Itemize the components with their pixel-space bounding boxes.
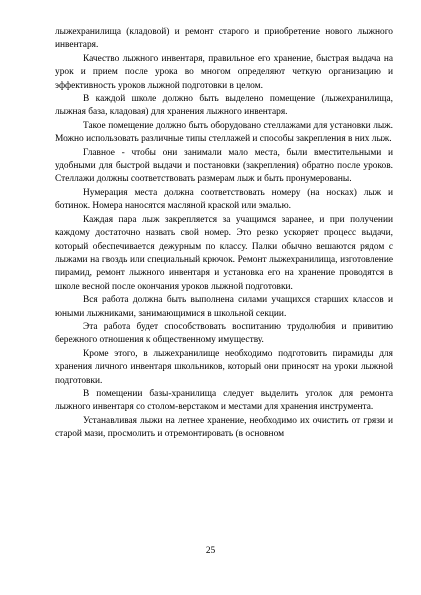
paragraph: Качество лыжного инвентаря, правильное его хранение, быстрая выдача на урок и прием после урока во многом определяют четкую организацию и эффективность уроков лыжной подготовки в целом. [55, 53, 393, 91]
paragraph: В каждой школе должно быть выделено помещение (лыжехранилища, лыжная база, кладовая) для хранения лыжного инвентаря. [55, 94, 393, 118]
paragraph: Эта работа будет способствовать воспитанию трудолюбия и привитию бережного отношения к общественному имуществу. [55, 321, 393, 346]
paragraph: Вся работа должна быть выполнена силами учащихся старших классов и юными лыжниками, занимающимися в школьной секции. [55, 295, 393, 319]
body-text [55, 26, 393, 442]
paragraph-continuation: лыжехранилища (кладовой) и ремонт старого и приобретение нового лыжного инвентаря. [55, 27, 393, 51]
paragraph: Главное - чтобы они занимали мало места, были вместительными и удобными для быстрой выдачи и постановки (закрепления) обратно после уроков. Стеллажи должны соответствовать размерам лыж и быть пронумерованы. [55, 147, 393, 185]
paragraph: Кроме этого, в лыжехранилище необходимо подготовить пирамиды для хранения личного инвентаря школьников, который они приносят на уроки лыжной подготовки. [55, 348, 393, 386]
paragraph: Каждая пара лыж закрепляется за учащимся заранее, и при получении каждому достаточно назвать свой номер. Это резко ускоряет процесс выдачи, который обеспечивается дежурным по классу. Палки обычно вешаются рядом с лыжами на гвоздь или специальный крючок. Ремонт лыжехранилища, изготовление пирамид, ремонт лыжного инвентаря и установка его на хранение проводятся в школе весной после окончания уроков лыжной подготовки. [55, 214, 393, 292]
paragraph: Такое помещение должно быть оборудовано стеллажами для установки лыж. Можно использовать различные типы стеллажей и способы закрепления в них лыж. [55, 120, 393, 145]
paragraph: В помещении базы-хранилища следует выделить уголок для ремонта лыжного инвентаря со столом-верстаком и местами для хранения инструмента. [55, 388, 393, 413]
page-number: 25 [205, 546, 216, 556]
paragraph: Нумерация места должна соответствовать номеру (на носках) лыж и ботинок. Номера наносятся масляной краской или эмалью. [55, 187, 393, 212]
paragraph: Устанавливая лыжи на летнее хранение, необходимо их очистить от грязи и старой мази, просмолить и отремонтировать (в основном [55, 415, 393, 440]
